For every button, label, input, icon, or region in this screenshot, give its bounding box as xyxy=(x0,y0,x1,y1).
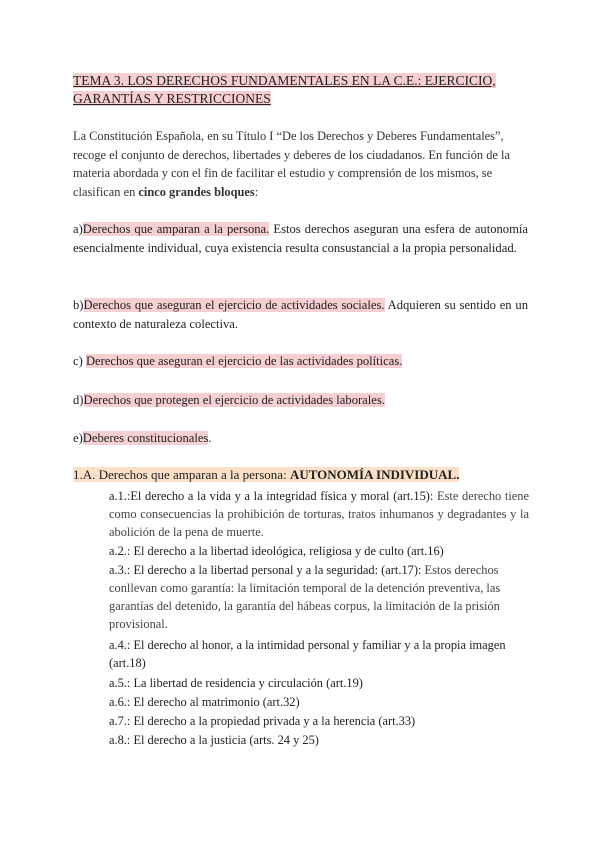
block-a xyxy=(73,220,528,258)
subitem-a8 xyxy=(109,731,529,749)
subitem-label: a.8.: xyxy=(109,733,134,747)
block-highlight: Derechos que amparan a la persona. xyxy=(82,222,270,236)
subitem-label: a.4.: xyxy=(109,638,134,652)
subitem-a7 xyxy=(109,712,529,730)
section-prefix: 1.A. Derechos que amparan a la persona: xyxy=(73,467,290,482)
subitem-a4 xyxy=(109,636,529,672)
title-text: TEMA 3. LOS DERECHOS FUNDAMENTALES EN LA C.E.: EJERCICIO, GARANTÍAS Y RESTRICCIONES xyxy=(73,73,496,106)
block-rest: Estos derechos aseguran una esfera de autonomía esencialmente individual, cuya existencia resulta consustancial a la propia personalidad. xyxy=(73,222,528,255)
section-bold: AUTONOMÍA INDIVIDUAL. xyxy=(289,467,460,482)
subitem-label: a.7.: xyxy=(109,714,134,728)
block-highlight: Derechos que protegen el ejercicio de actividades laborales. xyxy=(83,393,385,407)
subitem-a1 xyxy=(109,487,529,541)
subitem-desc: Este derecho tiene como consecuencias la prohibición de torturas, tratos inhumanos y degradantes y la abolición de la pena de muerte. xyxy=(109,489,529,539)
section-heading xyxy=(73,465,533,484)
block-prefix: d) xyxy=(73,393,84,407)
block-rest: Adquieren su sentido en un contexto de naturaleza colectiva. xyxy=(73,298,528,331)
subitem-a6 xyxy=(109,693,529,711)
subitem-a5 xyxy=(109,674,529,692)
subitem-title: El derecho a la justicia (arts. 24 y 25) xyxy=(133,733,319,747)
subitem-title: El derecho a la libertad personal y a la seguridad: (art.17): xyxy=(133,563,422,577)
block-highlight: Derechos que aseguran el ejercicio de actividades sociales. xyxy=(83,298,385,312)
block-e xyxy=(73,429,528,448)
subitem-label: a.5.: xyxy=(109,676,134,690)
block-prefix: c) xyxy=(73,354,86,368)
block-rest: . xyxy=(208,431,212,445)
subitem-title: El derecho al honor, a la intimidad personal y familiar y a la propia imagen (art.18) xyxy=(109,638,506,670)
subitem-label: a.2.: xyxy=(109,544,134,558)
block-highlight: Derechos que aseguran el ejercicio de las actividades políticas. xyxy=(85,354,403,368)
subitem-title: El derecho a la vida y a la integridad física y moral (art.15): xyxy=(130,489,434,503)
block-b xyxy=(73,296,528,334)
intro-bold: cinco grandes bloques xyxy=(138,184,255,199)
intro-end: : xyxy=(254,184,259,199)
subitem-a3 xyxy=(109,561,529,633)
block-d xyxy=(73,391,528,410)
block-prefix: b) xyxy=(73,298,84,312)
subitem-label: a.1.: xyxy=(109,489,131,503)
block-c xyxy=(73,352,528,371)
subitem-a2 xyxy=(109,542,529,560)
block-prefix: e) xyxy=(73,431,83,445)
document-title xyxy=(73,72,513,108)
subitem-desc: Estos derechos conllevan como garantía: la limitación temporal de la detención preventiva, las garantías del detenido, la garantía del hábeas corpus, la limitación de la prisión provisional. xyxy=(109,563,501,631)
subitem-label: a.3.: xyxy=(109,563,134,577)
block-prefix: a) xyxy=(73,222,83,236)
subitem-label: a.6.: xyxy=(109,695,134,709)
intro-text: La Constitución Española, en su Título I “De los Derechos y Deberes Fundamentales”, recoge el conjunto de derechos, libertades y deberes de los ciudadanos. En función de la materia abordada y con el fin de facilitar el estudio y comprensión de los mismos, se clasifican en xyxy=(73,129,510,199)
subitem-title: El derecho a la libertad ideológica, religiosa y de culto (art.16) xyxy=(133,544,444,558)
block-highlight: Deberes constitucionales xyxy=(82,431,209,445)
subitem-title: El derecho al matrimonio (art.32) xyxy=(133,695,300,709)
subitem-title: La libertad de residencia y circulación (art.19) xyxy=(133,676,363,690)
subitem-title: El derecho a la propiedad privada y a la herencia (art.33) xyxy=(133,714,416,728)
intro-paragraph xyxy=(73,127,528,201)
